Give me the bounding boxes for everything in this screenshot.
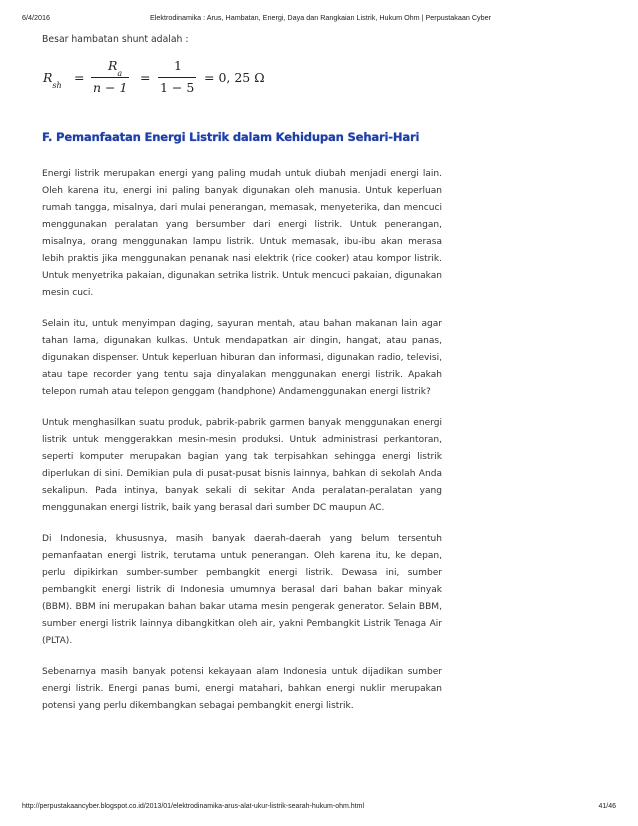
formula-den2: 1 − 5 [160,80,195,95]
formula-num1: $R_a$ [108,58,123,78]
source-url[interactable]: http://perpustakaancyber.blogspot.co.id/2013/01/elektrodinamika-arus-alat-ukur-listrik-searah-hukum-ohm.html [22,803,364,810]
formula-den1: n − 1 [93,80,128,95]
intro-text: Besar hambatan shunt adalah : [42,34,189,45]
formula-eq2: = [140,70,151,85]
paragraph: Energi listrik merupakan energi yang paling mudah untuk diubah menjadi energi lain. Oleh karena itu, energi ini paling banyak digunakan oleh manusia. Untuk keperluan rumah tangga, misalnya, dari mulai penerangan, memasak, menyeterika, dan mencuci menggunakan peralatan yang bersumber dari energi listrik. Untuk penerangan, misalnya, orang menggunakan lampu listrik. Untuk memasak, ibu-ibu akan merasa lebih praktis jika menggunakan penanak nasi elektrik (rice cooker) atau kompor listrik. Untuk menyetrika pakaian, digunakan setrika listrik. Untuk mencuci pakaian, digunakan mesin cuci. [42,169,442,298]
formula-eq1: = [74,70,85,85]
fraction-bar-1 [91,77,129,78]
section-heading: F. Pemanfaatan Energi Listrik dalam Kehidupan Sehari-Hari [42,130,420,144]
fraction-bar-2 [158,77,196,78]
print-date: 6/4/2016 [22,13,50,22]
paragraph: Selain itu, untuk menyimpan daging, sayuran mentah, atau bahan makanan lain agar tahan lama, digunakan kulkas. Untuk mendapatkan air dingin, hangat, atau panas, digunakan dispenser. Untuk keperluan hiburan dan informasi, digunakan radio, televisi, atau tape recorder yang tentu saja dinyalakan menggunakan energi listrik. Apakah telepon rumah atau telepon genggam (handphone) Andamenggunakan energi listrik? [42,319,442,397]
section-paragraphs [42,166,442,715]
paragraph: Untuk menghasilkan suatu produk, pabrik-pabrik garmen banyak menggunakan energi listrik untuk menggerakkan mesin-mesin produksi. Untuk administrasi perkantoran, seperti komputer merupakan bagian yang tak terpisahkan sehingga energi listrik diperlukan di sini. Demikian pula di pusat-pusat bisnis lainnya, bahkan di sekolah Anda sekalipun. Pada intinya, banyak sekali di sekitar Anda peralatan-peralatan yang menggunakan energi listrik, baik yang berasal dari sumber DC maupun AC. [42,418,442,513]
document-body [42,34,442,729]
shunt-resistance-formula [42,57,442,107]
paragraph: Di Indonesia, khususnya, masih banyak daerah-daerah yang belum tersentuh pemanfaatan energi listrik, terutama untuk penerangan. Oleh karena itu, ke depan, perlu dipikirkan sumber-sumber pembangkit energi listrik. Dewasa ini, sumber pembangkit energi listrik di Indonesia umumnya berasal dari bahan bakar minyak (BBM). BBM ini merupakan bahan bakar utama mesin pengerak generator. Selain BBM, sumber energi listrik lainnya dibangkitkan oleh air, yakni Pembangkit Listrik Tenaga Air (PLTA). [42,534,442,646]
formula-lhs-sub: sh [52,80,62,90]
formula-num2: 1 [174,58,182,73]
page-title: Elektrodinamika : Arus, Hambatan, Energi, Daya dan Rangkaian Listrik, Hukum Ohm | Perpustakaan Cyber [150,13,492,22]
formula-lhs: $R_{sh}$ [43,70,62,90]
paragraph: Sebenarnya masih banyak potensi kekayaan alam Indonesia untuk dijadikan sumber energi listrik. Energi panas bumi, energi matahari, bahkan energi nuklir merupakan potensi yang perlu dikembangkan sebagai pembangkit energi listrik. [42,667,442,711]
formula-num1-sub: a [117,68,123,78]
formula-result: = 0, 25 Ω [204,70,265,85]
page-number: 41/46 [598,803,616,810]
